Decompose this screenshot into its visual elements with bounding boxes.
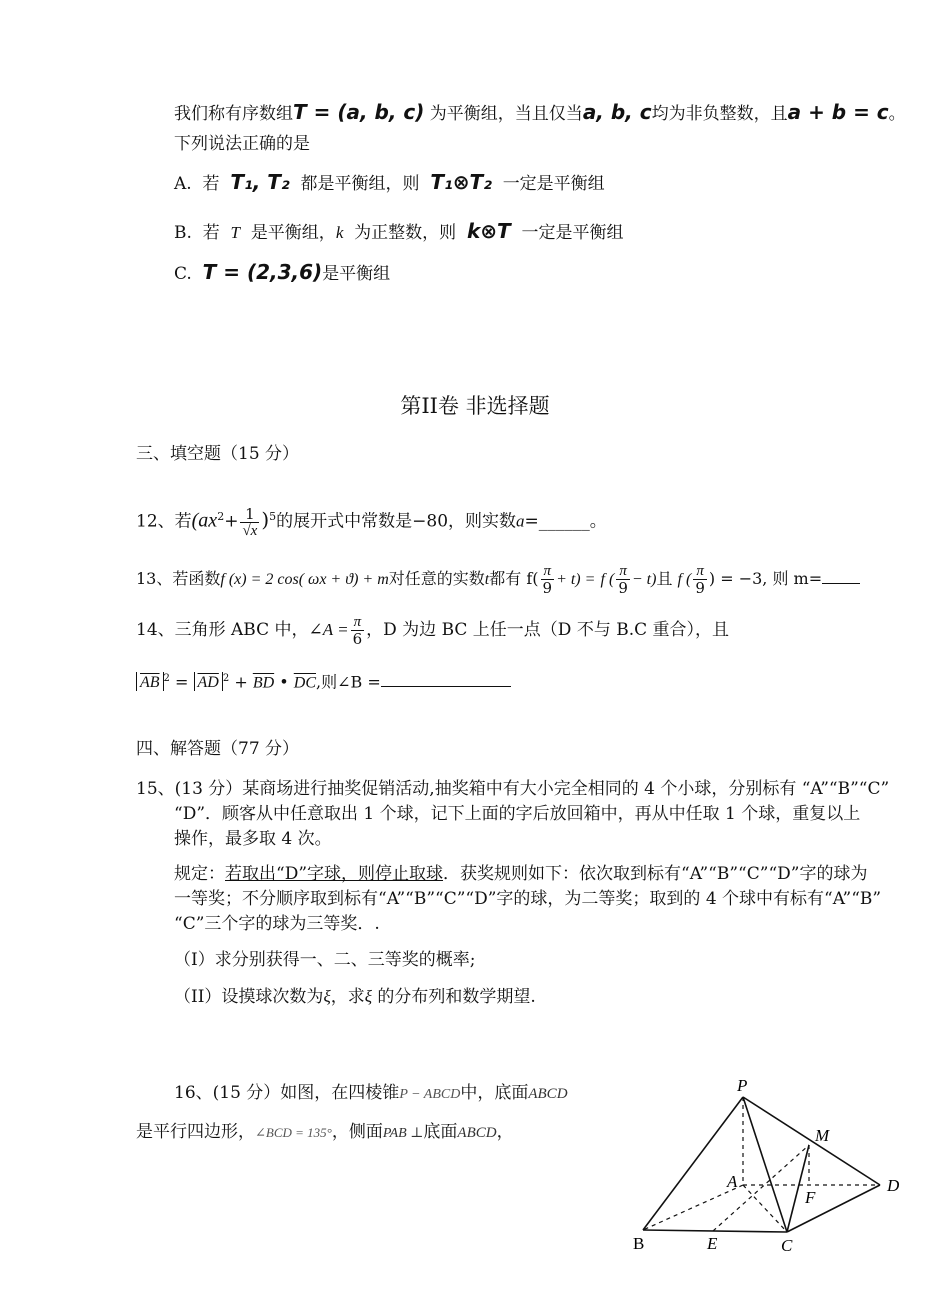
q-math: − t) xyxy=(631,571,657,588)
q-math: ) xyxy=(261,507,270,532)
label-a: A xyxy=(727,1172,738,1191)
label-f: F xyxy=(805,1188,816,1207)
q-text: =______。 xyxy=(524,511,607,532)
option-text: 是平衡组 xyxy=(322,264,391,284)
label-e: E xyxy=(707,1234,718,1253)
frac-num: 1 xyxy=(240,506,259,523)
option-label: C. xyxy=(174,264,192,284)
q-math: + t) = xyxy=(556,571,596,588)
option-math: T₁, T₂ xyxy=(230,170,290,194)
intro-text: 均为非负整数，且 xyxy=(651,104,788,124)
q-text: ．获奖规则如下：依次取到标有“A”“B”“C”“D”字的球为 xyxy=(443,864,868,884)
option-label: B. xyxy=(174,223,192,243)
option-a xyxy=(174,170,605,196)
q-math: (ax xyxy=(191,509,218,532)
intro-text: 我们称有序数组 xyxy=(174,104,293,124)
frac-den: 9 xyxy=(618,579,628,597)
q-math: ξ xyxy=(364,987,372,1006)
answer-blank xyxy=(381,670,511,687)
label-b: B xyxy=(633,1234,645,1253)
solve-heading: 四、解答题（77 分） xyxy=(136,739,300,759)
vector-bd: $\overline{BD}$ xyxy=(252,674,275,692)
q15-line-3: 操作，最多取 4 次。 xyxy=(174,829,332,849)
option-text: 若 xyxy=(202,223,220,243)
option-math: k⊗T xyxy=(466,219,511,243)
fraction xyxy=(240,506,259,539)
q-text: ，求 xyxy=(330,987,365,1007)
option-b xyxy=(174,219,624,245)
option-text: 都是平衡组，则 xyxy=(300,174,420,194)
q-math: ABCD xyxy=(528,1086,568,1102)
q-text: 14、三角形 ABC 中， xyxy=(136,620,309,640)
cond-expr: a + b = c xyxy=(787,100,889,124)
option-text: 一定是平衡组 xyxy=(521,223,624,243)
q-text: 中，底面 xyxy=(460,1083,529,1103)
q-text: ,则∠B = xyxy=(316,672,381,692)
q15-line-1: 15、(13 分）某商场进行抽奖促销活动,抽奖箱中有大小完全相同的 4 个小球，分别标有 “A”“B”“C” xyxy=(136,779,890,799)
pyramid-figure xyxy=(625,1075,925,1260)
edge-bc xyxy=(643,1230,787,1232)
q-math: • xyxy=(279,672,289,692)
q-sup: 5 xyxy=(269,510,277,523)
q-text: 规定： xyxy=(174,864,225,884)
q-text: 12、若 xyxy=(136,511,192,532)
frac-num: π xyxy=(693,563,707,580)
intro-line-1 xyxy=(174,100,906,126)
vector-dc: $\overline{DC}$ xyxy=(293,674,316,692)
q-math: ξ xyxy=(323,987,331,1006)
option-text: 为正整数，则 xyxy=(354,223,457,243)
q-text: 是平行四边形， xyxy=(136,1122,255,1142)
q-math: ABCD xyxy=(457,1125,497,1141)
q-text: 都有 xyxy=(489,569,522,588)
option-text: 若 xyxy=(202,174,220,194)
q15-rule-3: “C”三个字的球为三等奖．. xyxy=(174,914,380,934)
fraction xyxy=(541,563,555,596)
q-math: f ( xyxy=(677,571,692,588)
q-sup: 2 xyxy=(163,673,170,684)
q15-rule-2: 一等奖；不分顺序取到标有“A”“B”“C”“D”字的球，为二等奖；取到的 4 个球中有标有“A”“B” xyxy=(174,889,882,909)
question-14-line-1 xyxy=(136,613,729,647)
edge-pc xyxy=(743,1097,787,1232)
fill-heading: 三、填空题（15 分） xyxy=(136,444,300,464)
q-text: （II）设摸球次数为 xyxy=(174,987,324,1007)
frac-den: √x xyxy=(242,522,258,539)
q15-part-1: （I）求分别获得一、二、三等奖的概率; xyxy=(174,950,476,970)
tuple-expr: T = (a, b, c) xyxy=(293,100,425,124)
vector-norm xyxy=(136,672,164,691)
q-text: 的分布列和数学期望. xyxy=(372,987,536,1007)
vector-norm xyxy=(194,672,223,691)
option-math: T₁⊗T₂ xyxy=(430,170,492,194)
option-text: 是平衡组， xyxy=(250,223,336,243)
q-text: 对任意的实数 xyxy=(388,569,485,588)
q-math: ) = −3, xyxy=(708,569,768,588)
q15-line-2: “D”．顾客从中任意取出 1 个球，记下上面的字后放回箱中，再从中任取 1 个球，重复以上 xyxy=(174,804,861,824)
q-math: ∠BCD = 135° xyxy=(255,1125,332,1140)
vector-ab: $\overline{AB}$ xyxy=(140,674,160,692)
q-math: = xyxy=(175,672,189,692)
question-13 xyxy=(136,562,860,597)
option-text: 一定是平衡组 xyxy=(502,174,605,194)
q-math: PAB ⊥ xyxy=(382,1126,424,1141)
question-12 xyxy=(136,500,607,539)
q-math: f (x) = 2 cos( ωx + ϑ) + m xyxy=(220,571,389,588)
question-14-line-2 xyxy=(136,662,511,700)
option-math: T xyxy=(230,223,240,242)
q-text: ，则实数 xyxy=(448,511,517,532)
frac-den: 9 xyxy=(542,579,553,597)
label-m: M xyxy=(815,1126,830,1145)
option-c xyxy=(174,260,390,286)
q-underline: 若取出“D”字球，则停止取球 xyxy=(225,864,444,884)
frac-num: π xyxy=(351,614,365,631)
q-math: P − ABCD xyxy=(399,1087,461,1102)
vars-expr: a, b, c xyxy=(582,100,652,124)
frac-den: 6 xyxy=(352,630,363,648)
frac-num: π xyxy=(541,563,555,580)
q-math: −80 xyxy=(412,511,449,532)
section-title: 第II卷 非选择题 xyxy=(400,394,550,418)
vector-ad: $\overline{AD}$ xyxy=(197,674,219,692)
q-text: 且 xyxy=(656,569,673,588)
edge-cd xyxy=(787,1185,880,1232)
q-math: a xyxy=(516,511,525,531)
q-math: + xyxy=(224,511,239,532)
q15-rule-1 xyxy=(174,862,867,886)
q-text: 则 m= xyxy=(772,569,823,588)
option-math: k xyxy=(335,223,344,242)
intro-text: 。 xyxy=(888,104,906,124)
frac-num: π xyxy=(616,563,630,580)
edge-pb xyxy=(643,1097,743,1230)
q-math: + xyxy=(234,672,248,692)
intro-line-2: 下列说法正确的是 xyxy=(174,134,310,154)
q15-part-2 xyxy=(174,985,536,1009)
fraction xyxy=(616,563,630,596)
q-text: 底面 xyxy=(423,1122,458,1142)
q-text: ，D 为边 BC 上任一点（D 不与 B.C 重合），且 xyxy=(366,620,730,640)
q-math: f ( xyxy=(600,571,615,588)
q-text: 13、若函数 xyxy=(136,569,221,588)
q-text: 的展开式中常数是 xyxy=(276,511,413,532)
edge-pd xyxy=(743,1097,880,1185)
intro-text: 为平衡组，当且仅当 xyxy=(424,104,583,124)
q16-line-1 xyxy=(174,1081,568,1107)
q-text: ， xyxy=(496,1122,514,1142)
edge-ab xyxy=(643,1185,743,1230)
q-sup: 2 xyxy=(217,510,225,523)
segment-ac xyxy=(743,1185,787,1232)
q16-line-2 xyxy=(136,1120,514,1146)
frac-den: 9 xyxy=(695,579,705,597)
label-p: P xyxy=(737,1076,748,1095)
q-math: ∠A = xyxy=(308,620,349,639)
label-c: C xyxy=(781,1236,793,1255)
option-math: T = (2,3,6) xyxy=(202,260,323,284)
label-d: D xyxy=(887,1176,900,1195)
fraction xyxy=(351,614,365,647)
fraction xyxy=(693,563,707,596)
q-sup: 2 xyxy=(222,673,230,684)
answer-blank xyxy=(822,567,860,584)
option-label: A. xyxy=(174,174,192,194)
q-text: ，侧面 xyxy=(331,1122,383,1142)
q-math: t xyxy=(484,571,490,588)
q-math: f( xyxy=(526,569,539,588)
q-text: 16、(15 分）如图，在四棱锥 xyxy=(174,1083,400,1103)
